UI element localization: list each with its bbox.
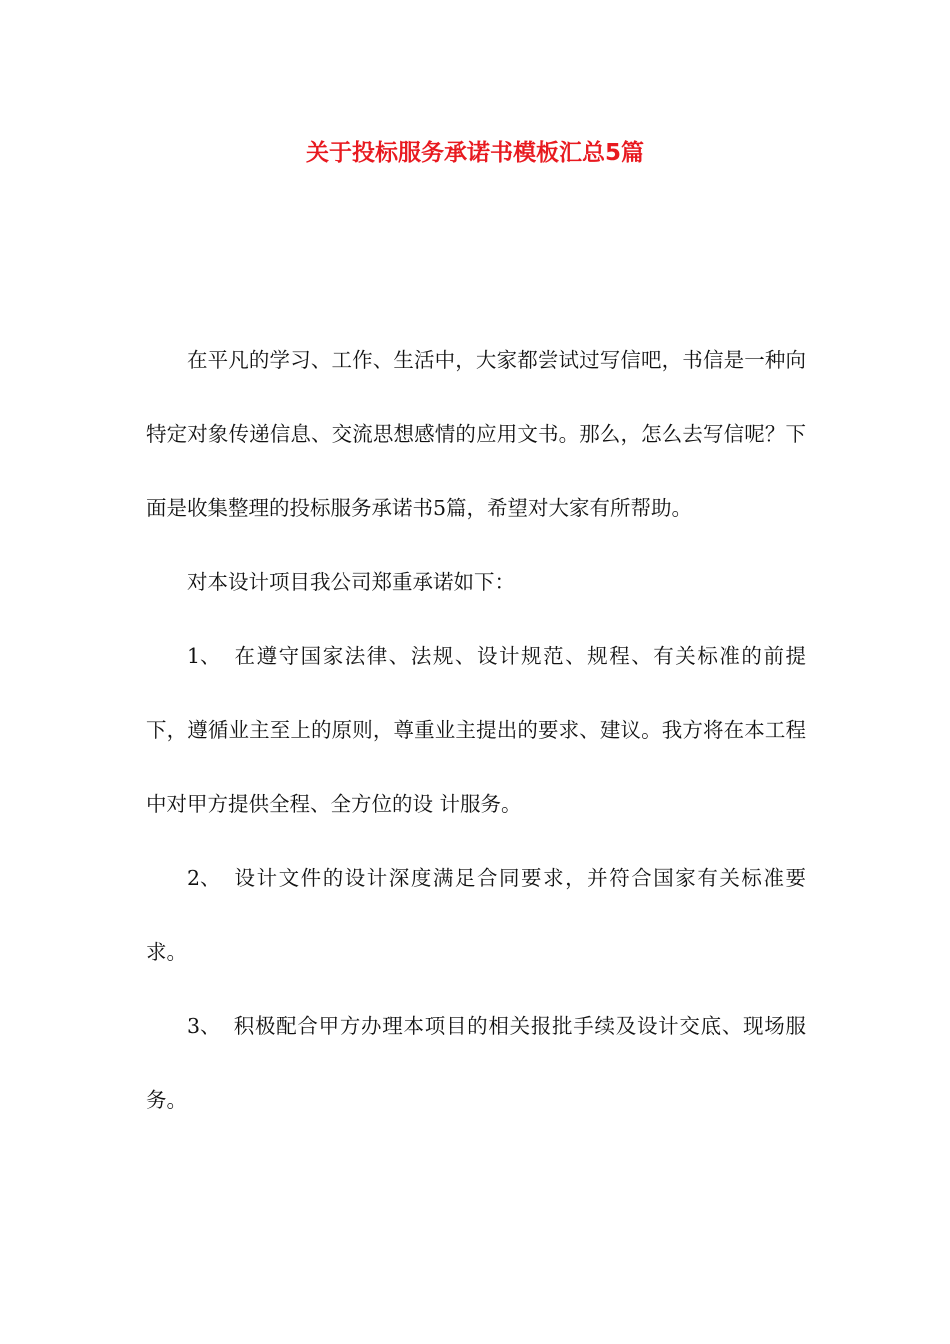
item-text: 积极配合甲方办理本项目的相关报批手续及设计交底、现场服务。: [146, 1014, 806, 1112]
document-title: 关于投标服务承诺书模板汇总5篇: [305, 140, 644, 166]
list-item: [146, 841, 806, 989]
item-number: 2、: [187, 866, 221, 890]
document-body: [146, 323, 806, 1137]
item-number: 3、: [187, 1014, 221, 1038]
list-item: [146, 619, 806, 841]
item-text: 设计文件的设计深度满足合同要求，并符合国家有关标准要求。: [146, 866, 806, 964]
item-text: 在遵守国家法律、法规、设计规范、规程、有关标准的前提下，遵循业主至上的原则，尊重业主提出的要求、建议。我方将在本工程中对甲方提供全程、全方位的设 计服务。: [146, 644, 806, 816]
intro-paragraph: 在平凡的学习、工作、生活中，大家都尝试过写信吧，书信是一种向特定对象传递信息、交流思想感情的应用文书。那么，怎么去写信呢？下面是收集整理的投标服务承诺书5篇，希望对大家有所帮助。: [146, 348, 806, 520]
list-item: [146, 989, 806, 1137]
item-number: 1、: [187, 644, 221, 668]
lead-paragraph: 对本设计项目我公司郑重承诺如下：: [187, 570, 515, 594]
